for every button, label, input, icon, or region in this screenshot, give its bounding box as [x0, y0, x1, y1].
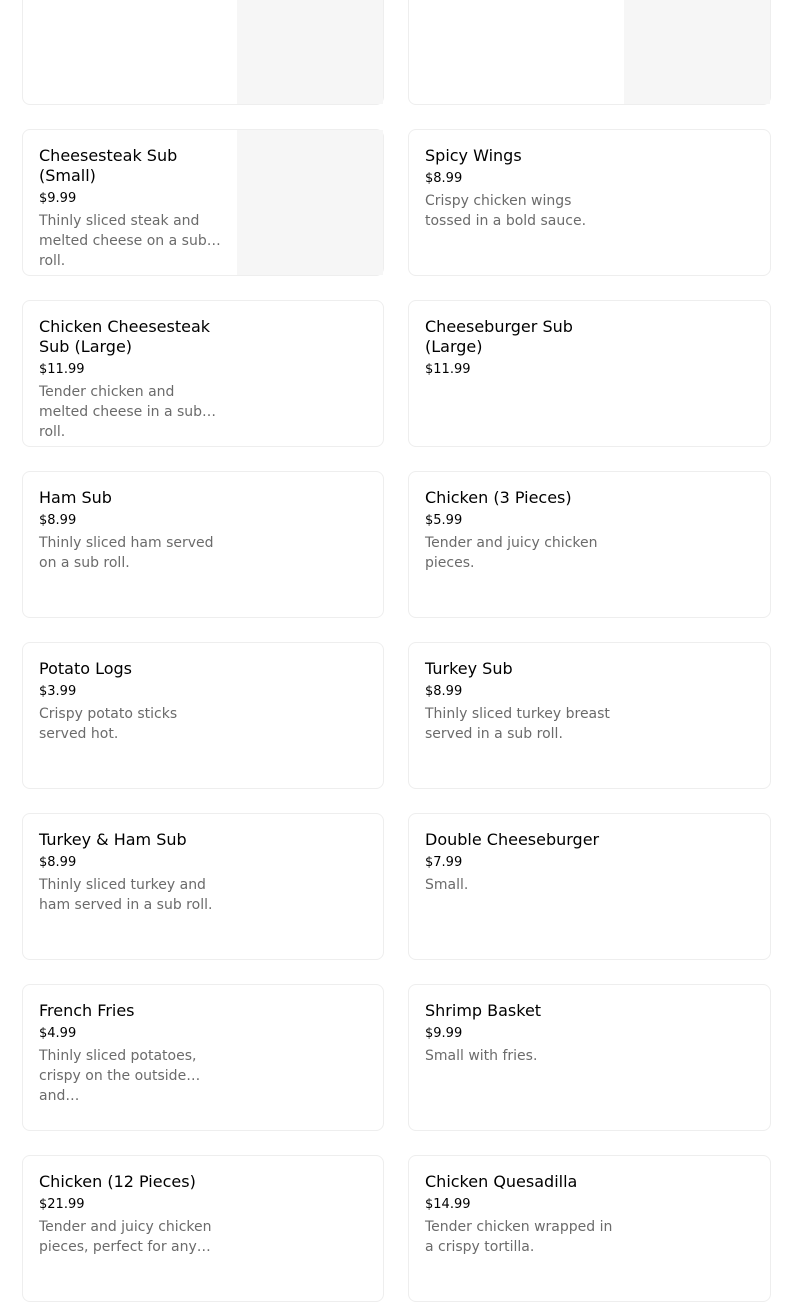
menu-item-description: Crispy potato sticks served hot. — [39, 706, 178, 742]
menu-item-content — [39, 146, 222, 269]
menu-item-card[interactable] — [408, 642, 771, 789]
menu-item-price: $9.99 — [425, 1026, 463, 1041]
menu-item-description: Thinly sliced ham served on a sub roll. — [39, 535, 214, 571]
menu-item-content — [425, 659, 615, 744]
menu-item-content — [425, 1172, 615, 1257]
menu-item-content — [39, 317, 222, 440]
menu-item-price: $9.99 — [39, 191, 77, 206]
menu-item-name: Chicken (3 Pieces) — [425, 488, 572, 507]
menu-item-card[interactable] — [408, 1155, 771, 1302]
menu-item-price: $14.99 — [425, 1197, 471, 1212]
menu-item-price: $8.99 — [425, 171, 463, 186]
menu-item-content — [425, 1001, 615, 1066]
menu-item-content — [39, 488, 222, 573]
menu-item-description: Tender and juicy chicken pieces. — [425, 535, 598, 571]
menu-item-name: Cheeseburger Sub (Large) — [425, 317, 573, 356]
menu-item-description: Thinly sliced potatoes, crispy on the outside and… — [39, 1048, 197, 1104]
menu-item-name: Spicy Wings — [425, 146, 522, 165]
menu-item-name: Cheesesteak Sub (Small) — [39, 146, 178, 185]
menu-item-content — [39, 659, 222, 744]
menu-item-card[interactable] — [22, 813, 384, 960]
menu-item-card[interactable] — [408, 129, 771, 276]
menu-item-content — [39, 1172, 222, 1257]
menu-item-name: French Fries — [39, 1001, 135, 1020]
menu-item-description: Thinly sliced turkey breast served in a sub roll. — [425, 706, 610, 742]
menu-item-description: Thinly sliced turkey and ham served in a sub roll. — [39, 877, 213, 913]
menu-item-description: Crispy chicken wings tossed in a bold sauce. — [425, 193, 587, 229]
menu-item-price: $8.99 — [39, 855, 77, 870]
menu-item-card[interactable] — [22, 471, 384, 618]
menu-item-price: $11.99 — [39, 362, 85, 377]
menu-item-card[interactable] — [22, 129, 384, 276]
menu-item-content — [39, 830, 222, 915]
menu-item-name: Turkey & Ham Sub — [39, 830, 187, 849]
menu-item-price: $21.99 — [39, 1197, 85, 1212]
menu-item-image — [624, 0, 770, 104]
menu-item-price: $8.99 — [39, 513, 77, 528]
menu-item-content — [39, 1001, 222, 1104]
menu-item-price: $5.99 — [425, 513, 463, 528]
menu-item-description: Small with fries. — [425, 1048, 538, 1064]
menu-item-price: $3.99 — [39, 684, 77, 699]
menu-item-content — [425, 488, 615, 573]
menu-item-name: Ham Sub — [39, 488, 112, 507]
menu-item-description: Small. — [425, 877, 469, 893]
menu-item-card[interactable] — [408, 813, 771, 960]
menu-item-name: Potato Logs — [39, 659, 133, 678]
menu-item-card[interactable] — [408, 300, 771, 447]
menu-item-image — [237, 0, 383, 104]
menu-item-card[interactable] — [22, 300, 384, 447]
menu-item-content — [425, 146, 615, 231]
menu-item-name: Double Cheeseburger — [425, 830, 600, 849]
menu-item-price: $7.99 — [425, 855, 463, 870]
menu-item-name: Turkey Sub — [425, 659, 513, 678]
menu-item-name: Shrimp Basket — [425, 1001, 542, 1020]
menu-item-price: $4.99 — [39, 1026, 77, 1041]
menu-item-price: $8.99 — [425, 684, 463, 699]
menu-item-grid — [22, 0, 771, 1302]
menu-item-card[interactable] — [22, 984, 384, 1131]
menu-item-content — [425, 830, 615, 895]
menu-item-price: $11.99 — [425, 362, 471, 377]
menu-item-card[interactable] — [408, 984, 771, 1131]
menu-item-card[interactable] — [22, 1155, 384, 1302]
menu-item-card[interactable] — [22, 0, 384, 105]
menu-item-card[interactable] — [408, 471, 771, 618]
menu-item-content — [425, 317, 615, 378]
menu-item-name: Chicken Cheesesteak Sub (Large) — [39, 317, 211, 356]
menu-item-name: Chicken Quesadilla — [425, 1172, 578, 1191]
menu-item-card[interactable] — [22, 642, 384, 789]
menu-item-description: Tender and juicy chicken pieces, perfect for any… — [39, 1219, 212, 1255]
menu-item-image — [237, 130, 383, 275]
menu-item-description: Thinly sliced steak and melted cheese on a sub roll. — [39, 213, 207, 269]
menu-item-description: Tender chicken wrapped in a crispy tortilla. — [425, 1219, 613, 1255]
menu-item-name: Chicken (12 Pieces) — [39, 1172, 196, 1191]
menu-item-description: Tender chicken and melted cheese in a sub roll. — [39, 384, 203, 440]
menu-item-card[interactable] — [408, 0, 771, 105]
